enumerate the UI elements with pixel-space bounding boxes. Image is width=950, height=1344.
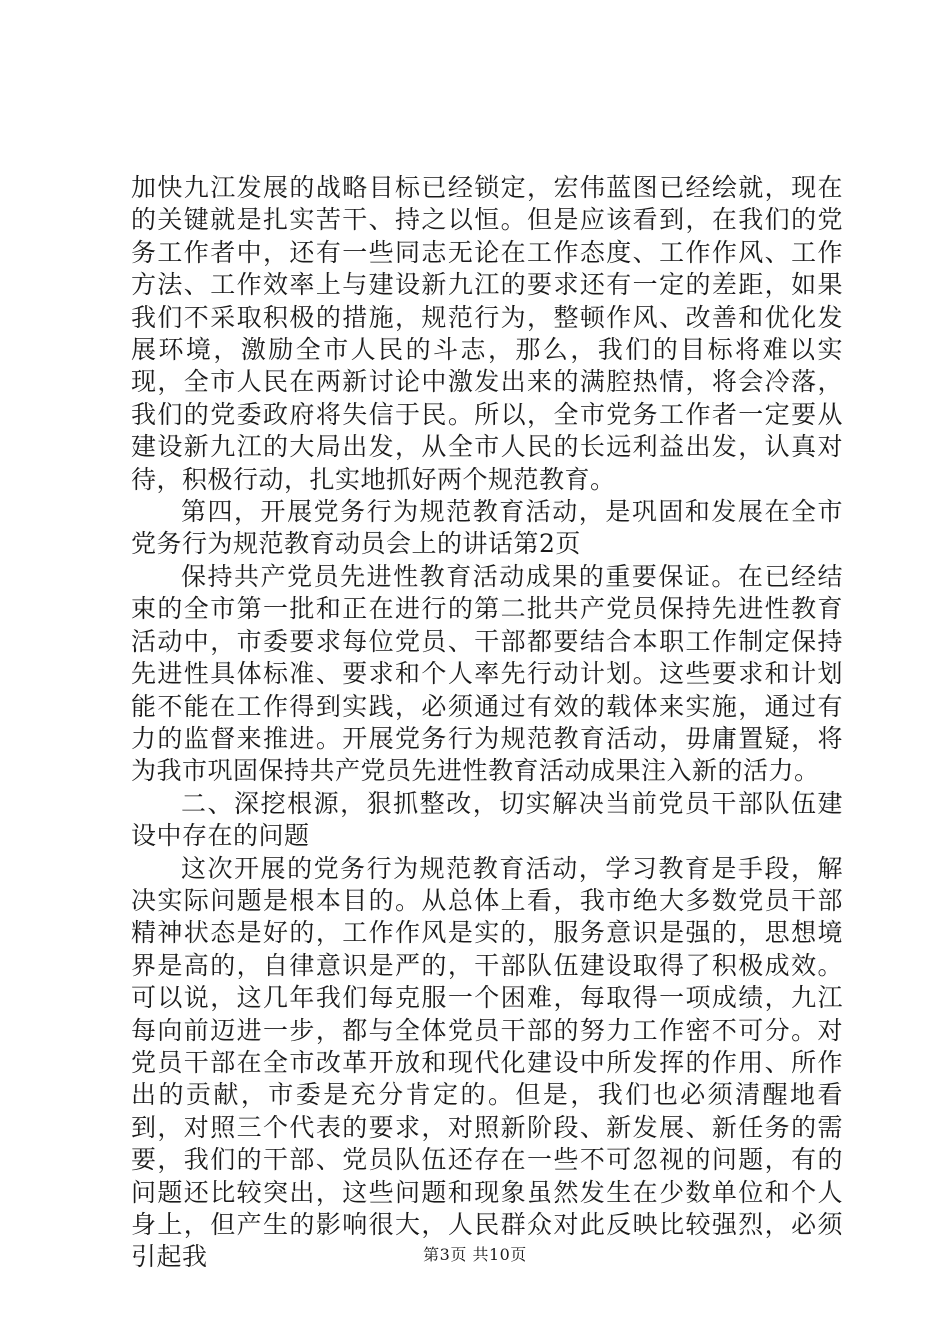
paragraph-1: 加快九江发展的战略目标已经锁定，宏伟蓝图已经绘就，现在的关键就是扎实苦干、持之以恒。但是应该看到，在我们的党务工作者中，还有一些同志无论在工作态度、工作作风、工作方法、工作效率上与建设新九江的要求还有一定的差距，如果我们不采取积极的措施，规范行为，整顿作风、改善和优化发展环境，激励全市人民的斗志，那么，我们的目标将难以实现，全市人民在两新讨论中激发出来的满腔热情，将会冷落，我们的党委政府将失信于民。所以，全市党务工作者一定要从建设新九江的大局出发，从全市人民的长远利益出发，认真对待，积极行动，扎实地抓好两个规范教育。 (131, 173, 843, 494)
paragraph-5: 这次开展的党务行为规范教育活动，学习教育是手段，解决实际问题是根本目的。从总体上看，我市绝大多数党员干部精神状态是好的，工作作风是实的，服务意识是强的，思想境界是高的，自律意识是严的，干部队伍建设取得了积极成效。可以说，这几年我们每克服一个困难，每取得一项成绩，九江每向前迈进一步，都与全体党员干部的努力工作密不可分。对党员干部在全市改革开放和现代化建设中所发挥的作用、所作出的贡献，市委是充分肯定的。但是，我们也必须清醒地看到，对照三个代表的要求，对照新阶段、新发展、新任务的需要，我们的干部、党员队伍还存在一些不可忽视的问题，有的问题还比较突出，这些问题和现象虽然发生在少数单位和个人身上，但产生的影响很大，人民群众对此反映比较强烈，必须引起我 (131, 853, 843, 1272)
document-body (131, 172, 843, 1274)
page-footer: 第3页 共10页 (423, 1245, 527, 1264)
paragraph-2: 第四，开展党务行为规范教育活动，是巩固和发展在全市党务行为规范教育动员会上的讲话第2页 (131, 497, 843, 559)
paragraph-3: 保持共产党员先进性教育活动成果的重要保证。在已经结束的全市第一批和正在进行的第二批共产党员保持先进性教育活动中，市委要求每位党员、干部都要结合本职工作制定保持先进性具体标准、要求和个人率先行动计划。这些要求和计划能不能在工作得到实践，必须通过有效的载体来实施，通过有力的监督来推进。开展党务行为规范教育活动，毋庸置疑，将为我市巩固保持共产党员先进性教育活动成果注入新的活力。 (131, 561, 843, 786)
section-heading: 二、深挖根源，狠抓整改，切实解决当前党员干部队伍建设中存在的问题 (131, 788, 843, 851)
